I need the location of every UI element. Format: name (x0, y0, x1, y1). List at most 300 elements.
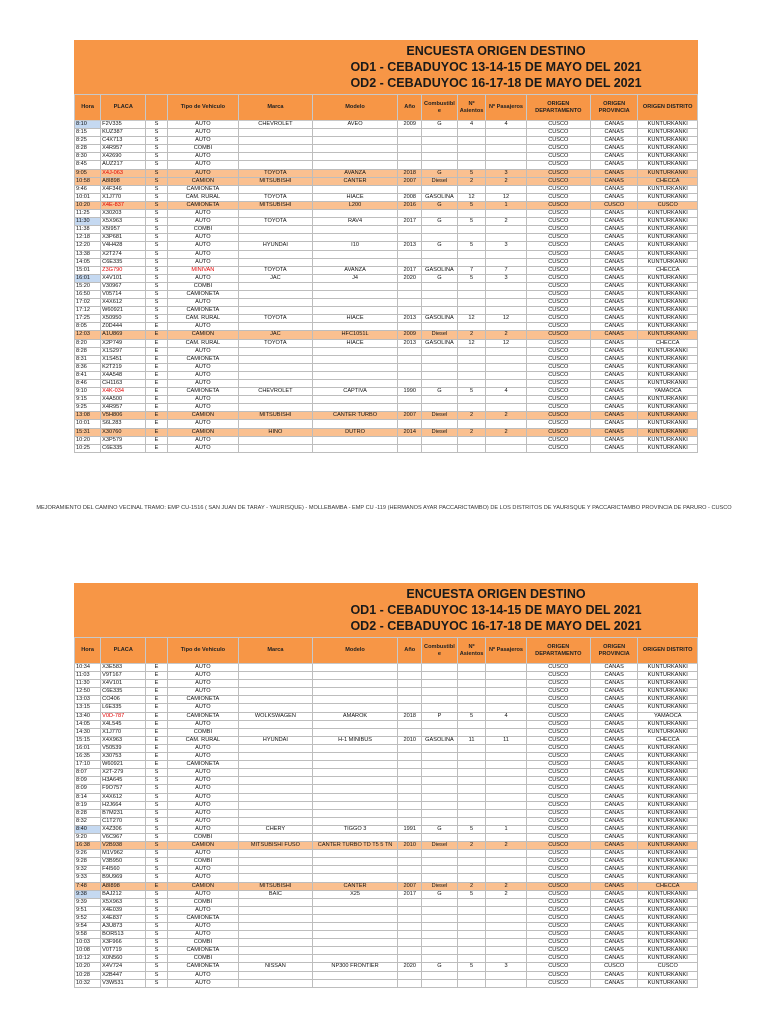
survey-table (74, 637, 698, 988)
table-cell (239, 898, 313, 906)
table-cell (457, 688, 486, 696)
table-cell: 13:38 (75, 250, 101, 258)
table-cell (398, 153, 422, 161)
table-cell: X3P681 (101, 234, 146, 242)
table-cell: CUSCO (526, 363, 590, 371)
table-cell: CUSCO (526, 898, 590, 906)
table-cell: S (146, 866, 167, 874)
table-cell: B9U969 (101, 874, 146, 882)
column-header: Combustibl e (422, 638, 458, 664)
table-cell (457, 137, 486, 145)
table-row (75, 169, 698, 177)
table-cell: X30760 (101, 428, 146, 436)
table-row (75, 914, 698, 922)
table-cell: AUTO (167, 850, 238, 858)
table-cell: HINO (239, 428, 313, 436)
table-cell: KUNTURKANKI (638, 420, 698, 428)
table-cell: CUSCO (526, 842, 590, 850)
table-cell: KUNTURKANKI (638, 906, 698, 914)
table-cell: Diesel (422, 177, 458, 185)
table-row (75, 282, 698, 290)
table-cell: AUTO (167, 866, 238, 874)
table-cell (457, 396, 486, 404)
table-cell (398, 355, 422, 363)
table-cell: E (146, 672, 167, 680)
table-cell: S (146, 890, 167, 898)
table-cell: CANAS (590, 444, 638, 452)
table-cell (422, 874, 458, 882)
table-cell (398, 258, 422, 266)
table-cell: S (146, 210, 167, 218)
table-cell: 10:12 (75, 955, 101, 963)
table-cell (486, 769, 526, 777)
table-cell: X1S297 (101, 347, 146, 355)
table-cell: 11:25 (75, 210, 101, 218)
table-cell: CHEVROLET (239, 388, 313, 396)
table-cell: CUSCO (526, 161, 590, 169)
table-cell (422, 971, 458, 979)
table-cell: CUSCO (638, 201, 698, 209)
table-cell: KUNTURKANKI (638, 793, 698, 801)
table-cell: CUSCO (526, 672, 590, 680)
table-cell (312, 906, 398, 914)
table-cell: 2013 (398, 242, 422, 250)
table-cell (312, 923, 398, 931)
table-cell: CANAS (590, 947, 638, 955)
table-cell: S (146, 785, 167, 793)
table-cell (422, 809, 458, 817)
table-row (75, 161, 698, 169)
column-header: ORIGEN DEPARTAMENTO (526, 95, 590, 121)
table-cell (239, 971, 313, 979)
table-cell (422, 833, 458, 841)
table-cell (486, 664, 526, 672)
table-cell (486, 777, 526, 785)
table-row (75, 761, 698, 769)
table-cell (398, 129, 422, 137)
table-cell: E (146, 420, 167, 428)
table-cell: 12 (486, 339, 526, 347)
table-cell: CUSCO (526, 193, 590, 201)
table-cell: KUNTURKANKI (638, 842, 698, 850)
table-cell: CAMIONETA (167, 388, 238, 396)
table-cell: AUTO (167, 137, 238, 145)
table-cell: S (146, 307, 167, 315)
table-cell: S (146, 850, 167, 858)
table-cell (422, 744, 458, 752)
table-cell: TOYOTA (239, 339, 313, 347)
table-cell (312, 210, 398, 218)
table-cell: V0T719 (101, 947, 146, 955)
table-cell (422, 939, 458, 947)
table-cell (422, 914, 458, 922)
table-cell: E (146, 396, 167, 404)
table-cell: H-1 MINIBUS (312, 736, 398, 744)
table-cell: 2 (457, 842, 486, 850)
table-cell (422, 955, 458, 963)
table-cell: X42690 (101, 153, 146, 161)
table-cell (398, 371, 422, 379)
table-cell: P (422, 712, 458, 720)
table-cell: X4R957 (101, 145, 146, 153)
table-cell: AUTO (167, 169, 238, 177)
table-cell: 8:32 (75, 817, 101, 825)
table-cell: CANAS (590, 785, 638, 793)
table-cell (457, 696, 486, 704)
table-cell: S (146, 290, 167, 298)
table-cell: 2018 (398, 712, 422, 720)
table-row (75, 380, 698, 388)
table-cell (312, 258, 398, 266)
table-cell: 17:25 (75, 315, 101, 323)
table-cell: AUTO (167, 672, 238, 680)
table-cell: S (146, 282, 167, 290)
table-cell (457, 906, 486, 914)
table-cell: AUTO (167, 931, 238, 939)
table-row (75, 680, 698, 688)
table-cell: CAMION (167, 882, 238, 890)
table-cell: E (146, 339, 167, 347)
table-cell: S (146, 153, 167, 161)
table-cell: G (422, 274, 458, 282)
table-cell (457, 420, 486, 428)
table-cell (422, 258, 458, 266)
table-cell: S (146, 947, 167, 955)
table-cell (457, 939, 486, 947)
table-cell (486, 290, 526, 298)
table-cell: 8:14 (75, 793, 101, 801)
table-cell: X3F966 (101, 939, 146, 947)
column-header: Modelo (312, 95, 398, 121)
table-cell: CANAS (590, 129, 638, 137)
table-cell: CANAS (590, 380, 638, 388)
table-cell: E (146, 363, 167, 371)
table-cell: COMBI (167, 282, 238, 290)
table-cell: CAM. RURAL (167, 339, 238, 347)
table-cell (457, 129, 486, 137)
table-cell (239, 785, 313, 793)
table-cell: I10 (312, 242, 398, 250)
table-cell: KUNTURKANKI (638, 672, 698, 680)
table-cell (486, 898, 526, 906)
table-cell: 11 (457, 736, 486, 744)
table-cell: WOLKSWAGEN (239, 712, 313, 720)
table-cell: C6E335 (101, 258, 146, 266)
table-cell: CANAS (590, 363, 638, 371)
table-cell: V6C967 (101, 833, 146, 841)
table-cell (398, 720, 422, 728)
table-cell: MITSUBISHI (239, 882, 313, 890)
table-cell (398, 161, 422, 169)
table-cell (422, 371, 458, 379)
table-cell (398, 728, 422, 736)
table-cell: CUSCO (526, 825, 590, 833)
table-cell: CANAS (590, 420, 638, 428)
table-cell: 12:20 (75, 242, 101, 250)
table-cell: S (146, 258, 167, 266)
table-cell: CANAS (590, 290, 638, 298)
table-cell (398, 817, 422, 825)
table-cell: CANAS (590, 979, 638, 987)
table-cell (486, 234, 526, 242)
table-row (75, 436, 698, 444)
table-cell: CUSCO (526, 923, 590, 931)
table-cell (398, 858, 422, 866)
table-cell (422, 137, 458, 145)
table-cell: Diesel (422, 412, 458, 420)
table-cell: E (146, 728, 167, 736)
table-cell (486, 809, 526, 817)
table-cell (312, 704, 398, 712)
table-cell (239, 923, 313, 931)
table-cell: CUSCO (526, 315, 590, 323)
table-cell: CUSCO (526, 906, 590, 914)
table-cell: KUNTURKANKI (638, 210, 698, 218)
table-cell: 4 (486, 712, 526, 720)
table-cell (239, 404, 313, 412)
table-cell (457, 210, 486, 218)
table-cell: HIACE (312, 339, 398, 347)
table-cell (312, 979, 398, 987)
table-row (75, 242, 698, 250)
table-cell (457, 153, 486, 161)
table-cell: CANAS (590, 850, 638, 858)
table-cell (312, 793, 398, 801)
table-row (75, 833, 698, 841)
table-cell (457, 761, 486, 769)
table-cell: S (146, 218, 167, 226)
table-cell: E (146, 436, 167, 444)
table-cell: AUTO (167, 890, 238, 898)
table-row (75, 664, 698, 672)
table-cell: AUTO (167, 210, 238, 218)
table-cell: CUSCO (526, 712, 590, 720)
column-header: Marca (239, 638, 313, 664)
table-cell (312, 680, 398, 688)
column-header: Tipo de Vehiculo (167, 95, 238, 121)
table-cell: 12:03 (75, 331, 101, 339)
table-cell: KUNTURKANKI (638, 833, 698, 841)
table-cell (457, 672, 486, 680)
table-cell: CAMIONETA (167, 914, 238, 922)
table-cell: CUSCO (526, 963, 590, 971)
table-cell: 13:03 (75, 696, 101, 704)
table-cell: S (146, 234, 167, 242)
table-cell (422, 380, 458, 388)
table-cell (486, 396, 526, 404)
table-cell: S (146, 777, 167, 785)
table-cell: AUTO (167, 436, 238, 444)
table-cell: 2010 (398, 736, 422, 744)
table-cell: 2008 (398, 193, 422, 201)
table-cell: 10:01 (75, 193, 101, 201)
table-cell: CUSCO (526, 226, 590, 234)
table-cell: X5I957 (101, 226, 146, 234)
table-cell: 16:01 (75, 744, 101, 752)
table-row (75, 882, 698, 890)
table-row (75, 785, 698, 793)
table-cell: CUSCO (526, 850, 590, 858)
table-cell (239, 866, 313, 874)
table-row (75, 355, 698, 363)
table-cell: CUSCO (526, 444, 590, 452)
table-cell (312, 728, 398, 736)
table-cell: HYUNDAI (239, 736, 313, 744)
table-cell: CUSCO (590, 963, 638, 971)
table-cell: AUTO (167, 242, 238, 250)
table-cell: X30753 (101, 753, 146, 761)
table-cell: S (146, 858, 167, 866)
table-cell (457, 664, 486, 672)
table-row (75, 672, 698, 680)
table-cell (398, 761, 422, 769)
table-cell: X2B447 (101, 971, 146, 979)
table-cell (312, 396, 398, 404)
table-cell: KUNTURKANKI (638, 801, 698, 809)
table-cell: CANAS (590, 842, 638, 850)
table-row (75, 866, 698, 874)
table-row (75, 939, 698, 947)
table-cell (398, 307, 422, 315)
table-cell: CUSCO (526, 785, 590, 793)
table-cell: TOYOTA (239, 193, 313, 201)
table-cell: 9:28 (75, 858, 101, 866)
table-cell: 1 (486, 201, 526, 209)
table-cell: CUSCO (526, 299, 590, 307)
table-cell: AUTO (167, 680, 238, 688)
table-cell: 10:03 (75, 939, 101, 947)
table-cell: CUSCO (526, 210, 590, 218)
header-row (75, 95, 698, 121)
table-cell: X4X612 (101, 299, 146, 307)
table-cell (398, 785, 422, 793)
table-cell (422, 299, 458, 307)
table-cell: Diesel (422, 428, 458, 436)
table-cell (422, 404, 458, 412)
table-cell: CANAS (590, 299, 638, 307)
table-cell (398, 906, 422, 914)
table-cell: 2 (486, 890, 526, 898)
survey-table (74, 94, 698, 453)
table-cell (486, 688, 526, 696)
table-cell: KUNTURKANKI (638, 874, 698, 882)
table-cell: COMBI (167, 833, 238, 841)
table-cell: CUSCO (526, 769, 590, 777)
table-cell: 16:35 (75, 753, 101, 761)
table-cell (312, 898, 398, 906)
table-cell: NISSAN (239, 963, 313, 971)
table-cell: AUTO (167, 906, 238, 914)
table-row (75, 720, 698, 728)
table-cell (457, 404, 486, 412)
table-row (75, 234, 698, 242)
table-cell (486, 971, 526, 979)
table-cell: CANTER (312, 882, 398, 890)
table-cell: 5 (457, 218, 486, 226)
table-cell: V05714 (101, 290, 146, 298)
table-cell (239, 769, 313, 777)
table-cell: AUTO (167, 396, 238, 404)
table-cell: KUNTURKANKI (638, 412, 698, 420)
table-cell (239, 753, 313, 761)
table-cell: BOR513 (101, 931, 146, 939)
table-row (75, 444, 698, 452)
table-cell: X4A500 (101, 396, 146, 404)
table-cell: V3B950 (101, 858, 146, 866)
table-cell (398, 955, 422, 963)
table-cell (312, 955, 398, 963)
table-cell: AUTO (167, 720, 238, 728)
table-cell (312, 914, 398, 922)
table-cell (398, 290, 422, 298)
table-cell (239, 282, 313, 290)
table-cell (239, 850, 313, 858)
table-cell: 5 (457, 388, 486, 396)
table-cell (457, 809, 486, 817)
table-cell (486, 931, 526, 939)
table-cell: KUNTURKANKI (638, 145, 698, 153)
table-cell: HYUNDAI (239, 242, 313, 250)
table-cell: KUNTURKANKI (638, 380, 698, 388)
table-cell (486, 161, 526, 169)
table-row (75, 744, 698, 752)
table-cell: 11:30 (75, 680, 101, 688)
table-cell: V4H428 (101, 242, 146, 250)
table-cell: 9:58 (75, 931, 101, 939)
table-cell: E (146, 331, 167, 339)
table-cell: 9:52 (75, 914, 101, 922)
table-cell: AUTO (167, 323, 238, 331)
table-cell (398, 801, 422, 809)
table-cell: G (422, 169, 458, 177)
table-cell: 2 (486, 218, 526, 226)
table-cell: KUNTURKANKI (638, 404, 698, 412)
table-cell: S (146, 833, 167, 841)
table-cell: 13:15 (75, 704, 101, 712)
table-cell: KUNTURKANKI (638, 290, 698, 298)
table-cell (312, 347, 398, 355)
table-cell: 11:38 (75, 226, 101, 234)
table-cell: CUSCO (526, 129, 590, 137)
table-cell: CANAS (590, 323, 638, 331)
table-cell: C1T270 (101, 817, 146, 825)
table-cell (239, 744, 313, 752)
table-cell: X3E583 (101, 664, 146, 672)
table-cell: CUSCO (526, 744, 590, 752)
survey-title-line: OD2 - CEBADUYOC 16-17-18 DE MAYO DEL 2021 (350, 619, 642, 633)
table-cell: AUTO (167, 785, 238, 793)
table-cell: KUNTURKANKI (638, 825, 698, 833)
table-cell (457, 282, 486, 290)
table-row (75, 947, 698, 955)
table-cell: AUTO (167, 347, 238, 355)
table-cell: CUSCO (526, 169, 590, 177)
table-cell: 9:51 (75, 906, 101, 914)
table-cell: HIACE (312, 315, 398, 323)
table-cell (398, 396, 422, 404)
table-cell: F2V335 (101, 121, 146, 129)
table-cell (486, 444, 526, 452)
table-cell: MITSUBISHI (239, 412, 313, 420)
table-cell: CHECCA (638, 177, 698, 185)
table-cell: CANAS (590, 688, 638, 696)
table-cell: KUNTURKANKI (638, 785, 698, 793)
table-cell (239, 137, 313, 145)
table-cell (312, 850, 398, 858)
table-cell: KUNTURKANKI (638, 129, 698, 137)
table-cell: S (146, 906, 167, 914)
table-row (75, 404, 698, 412)
